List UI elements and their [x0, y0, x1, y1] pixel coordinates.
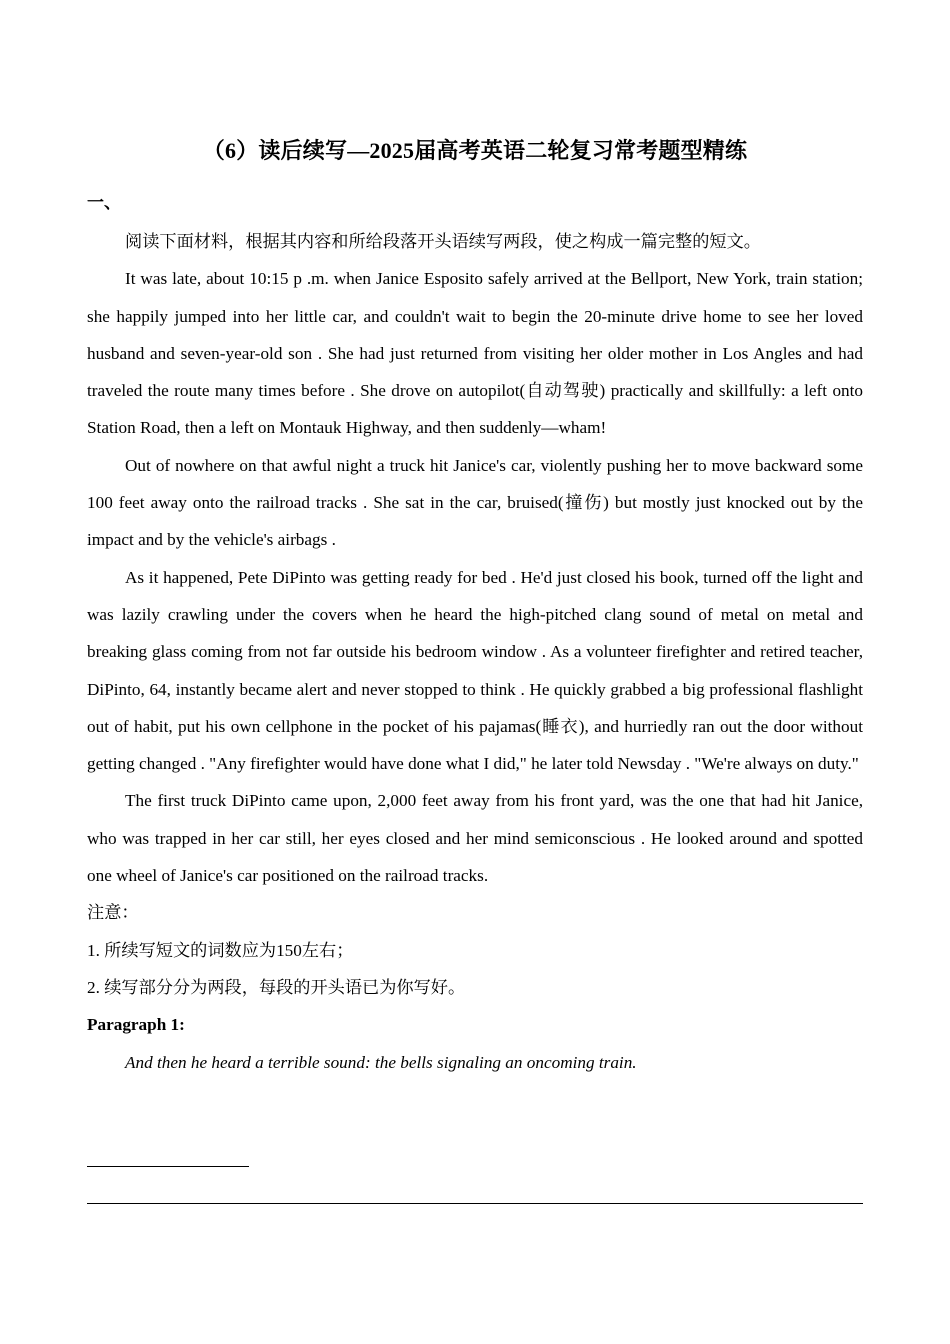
story-paragraph-2: Out of nowhere on that awful night a truck hit Janice's car, violently pushing her to move backward some 100 feet away onto the railroad tracks . She sat in the car, bruised(撞伤) but mostly just knocked out by the impact and by the vehicle's airbags .	[87, 455, 863, 550]
paragraph1-opening: And then he heard a terrible sound: the bells signaling an oncoming train.	[125, 1052, 637, 1072]
answer-line-long[interactable]	[87, 1203, 863, 1204]
story-paragraph-1: It was late, about 10:15 p .m. when Janice Esposito safely arrived at the Bellport, New York, train station; she happily jumped into her little car, and couldn't wait to begin the 20-minute drive home to see her loved husband and seven-year-old son . She had just returned from visiting her older mother in Los Angles and had traveled the route many times before . She drove on autopilot(自动驾驶) practically and skillfully: a left onto Station Road, then a left on Montauk Highway, and then suddenly—wham!	[87, 269, 863, 438]
document-body	[87, 223, 863, 1081]
instruction-text: 阅读下面材料，根据其内容和所给段落开头语续写两段，使之构成一篇完整的短文。	[125, 232, 761, 251]
story-paragraph-4: The first truck DiPinto came upon, 2,000 feet away from his front yard, was the one that had hit Janice, who was trapped in her car still, her eyes closed and her mind semiconscious . He looked around and spotted one wheel of Janice's car positioned on the railroad tracks.	[87, 791, 863, 886]
section-label: 一、	[87, 193, 121, 212]
notes-heading: 注意：	[87, 903, 139, 923]
page-title: （6）读后续写—2025届高考英语二轮复习常考题型精练	[202, 138, 748, 163]
paragraph1-label: Paragraph 1:	[87, 1015, 185, 1035]
note-item-1: 1. 所续写短文的词数应为150左右；	[87, 940, 354, 960]
note-item-2: 2. 续写部分分为两段，每段的开头语已为你写好。	[87, 977, 466, 997]
answer-line-short[interactable]	[87, 1166, 249, 1167]
story-paragraph-3: As it happened, Pete DiPinto was getting ready for bed . He'd just closed his book, turned off the light and was lazily crawling under the covers when he heard the high-pitched clang sound of metal on metal and breaking glass coming from not far outside his bedroom window . As a volunteer firefighter and retired teacher, DiPinto, 64, instantly became alert and never stopped to think . He quickly grabbed a big professional flashlight out of habit, put his own cellphone in the pocket of his pajamas(睡衣), and hurriedly ran out the door without getting changed . "Any firefighter would have done what I did," he later told Newsday . "We're always on duty."	[87, 567, 863, 774]
